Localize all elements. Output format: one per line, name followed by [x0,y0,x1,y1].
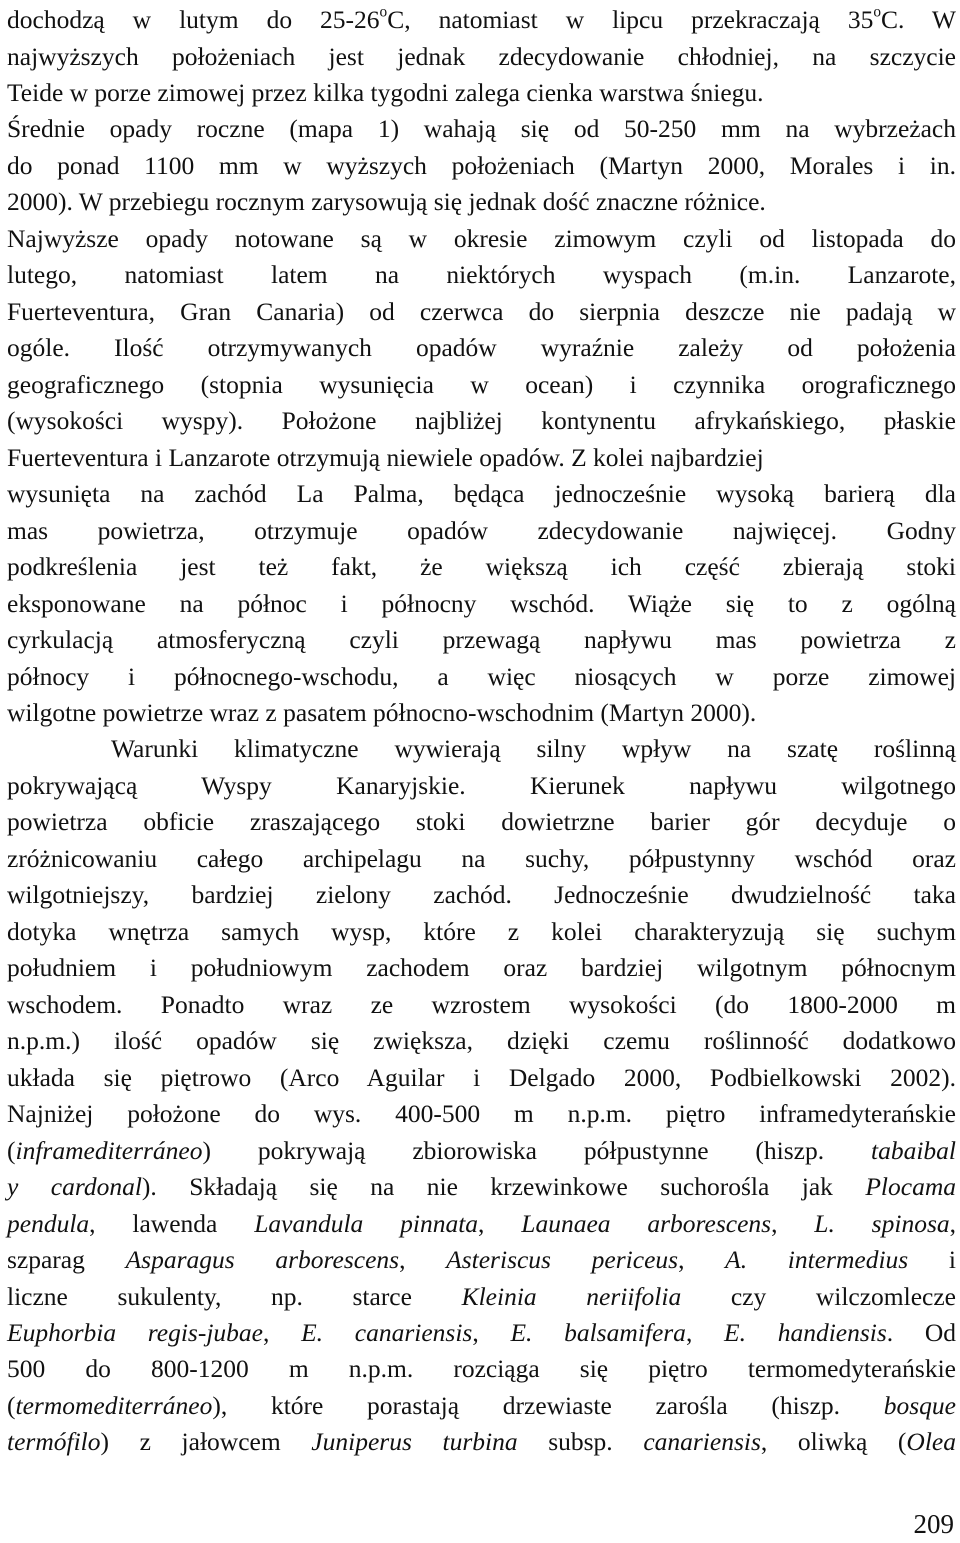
text-line [7,148,956,184]
text-run: Najwyższe opady notowane są w okresie zimowym czyli od listopada do [7,223,956,253]
text-run: , [399,1245,447,1274]
text-line [7,184,956,220]
text-line [7,330,956,366]
text-line [7,1315,956,1351]
text-line [7,403,956,439]
text-run: Teide w porze zimowej przez kilka tygodni zalega cienka warstwa śniegu. [7,77,764,107]
text-run: podkreślenia jest też fakt, że większą ich część zbierają stoki [7,552,956,581]
text-run: liczne sukulenty, np. starce [7,1281,462,1311]
text-line [7,2,956,38]
text-run: , [678,1245,726,1274]
italic-term: termomediterráneo [15,1390,213,1420]
text-run: Najniżej położone do wys. 400-500 m n.p.m. piętro inframedyterańskie [7,1099,956,1129]
text-run: , [685,1317,725,1347]
text-run: Warunki klimatyczne wywierają silny wpływ na szatę roślinną [111,734,956,764]
text-run: wilgotniejszy, bardziej zielony zachód. Jednocześnie dwudzielność taka [7,880,956,910]
italic-term: L. spinosa [814,1208,950,1238]
italic-term: Launaea arborescens [521,1208,772,1238]
text-run: mas powietrza, otrzymuje opadów zdecydowanie najwięcej. Godny [7,515,956,545]
text-run: Fuerteventura i Lanzarote otrzymują niewiele opadów. Z kolei najbardziej [7,442,764,472]
text-run: ) z jałowcem [100,1427,312,1457]
text-line [7,367,956,403]
text-line [7,1388,956,1424]
text-run: zróżnicowaniu całego archipelagu na suchy, półpustynny wschód oraz [7,843,956,873]
italic-term: Plocama [865,1172,956,1201]
text-run: , [949,1208,956,1238]
italic-term: y cardonal [7,1172,142,1201]
text-run: południem i południowym zachodem oraz bardziej wilgotnym północnym [7,953,956,983]
text-run: układa się piętrowo (Arco Aguilar i Delgado 2000, Podbielkowski 2002). [7,1062,956,1092]
text-line [7,659,956,695]
text-line [7,622,956,658]
text-run: , [263,1317,302,1347]
text-line [7,914,956,950]
italic-term: termófilo [7,1427,101,1457]
text-line [7,513,956,549]
italic-term: Asteriscus periceus [446,1245,679,1274]
text-line [7,1096,956,1132]
text-line [7,75,956,111]
text-run: (wysokości wyspy). Położone najbliżej kontynentu afrykańskiego, płaskie [7,406,956,436]
superscript-degree: o [379,3,388,21]
text-run: 2000). W przebiegu rocznym zarysowują się jednak dość znaczne różnice. [7,187,766,217]
text-run: subsp. [517,1427,644,1457]
text-line [7,1060,956,1096]
text-run: , oliwką ( [760,1427,907,1457]
italic-term: Kleinia neriifolia [461,1281,682,1311]
text-run: ) pokrywają zbiorowiska półpustynne (hiszp. [202,1135,871,1165]
text-line [7,987,956,1023]
italic-term: E. canariensis [301,1317,473,1347]
text-line [7,1279,956,1315]
text-line [7,1169,956,1205]
italic-term: Asparagus arborescens [125,1245,400,1274]
text-run: , [771,1208,815,1238]
text-run: wysunięta na zachód La Palma, będąca jednocześnie wysoką barierą dla [7,479,956,509]
text-run: ), które porastają drzewiaste zarośla (hiszp. [212,1390,884,1420]
text-line [7,549,956,585]
text-line [7,294,956,330]
italic-term: inframediterráneo [15,1135,203,1165]
text-line [7,1242,956,1278]
text-line [7,804,956,840]
text-run: 500 do 800-1200 m n.p.m. rozciąga się piętro termomedyterańskie [7,1354,956,1384]
text-line [7,440,956,476]
text-run: n.p.m.) ilość opadów się zwiększa, dzięki czemu roślinność dodatkowo [7,1026,956,1056]
text-run: północy i północnego-wschodu, a więc niosących w porze zimowej [7,661,956,691]
text-run: czy wilczomlecze [681,1281,956,1311]
text-run: pokrywającą Wyspy Kanaryjskie. Kierunek napływu wilgotnego [7,770,956,800]
text-run: , [472,1317,511,1347]
text-line [7,1023,956,1059]
text-run: ( [7,1390,16,1420]
text-run: lutego, natomiast latem na niektórych wyspach (m.in. Lanzarote, [7,260,956,290]
text-run: , lawenda [89,1208,255,1238]
text-line [7,841,956,877]
text-run: . Od [886,1317,957,1347]
text-line [7,950,956,986]
text-line [7,1206,956,1242]
superscript-degree: o [873,3,882,21]
italic-term: E. handiensis [724,1317,887,1347]
text-line [7,1351,956,1387]
text-run: i [908,1245,957,1274]
text-run: najwyższych położeniach jest jednak zdecydowanie chłodniej, na szczycie [7,41,956,71]
text-run: Fuerteventura, Gran Canaria) od czerwca do sierpnia deszcze nie padają w [7,296,956,326]
italic-term: bosque [883,1390,956,1420]
text-run: wschodem. Ponadto wraz ze wzrostem wysokości (do 1800-2000 m [7,989,956,1019]
italic-term: Olea [906,1427,956,1457]
text-run: dotyka wnętrza samych wysp, które z kolei charakteryzują się suchym [7,916,956,946]
text-run: C, natomiast w lipcu przekraczają 35 [387,5,874,34]
text-run: dochodzą w lutym do 25-26 [7,5,380,34]
text-run: ( [7,1135,16,1165]
page-number: 209 [913,1509,954,1539]
text-run: wilgotne powietrze wraz z pasatem północno-wschodnim (Martyn 2000). [7,697,757,727]
italic-term: Euphorbia regis-jubae [7,1317,263,1347]
text-line [7,877,956,913]
italic-term: canariensis [643,1427,761,1457]
text-line [7,1133,956,1169]
text-line [7,111,956,147]
italic-term: Lavandula pinnata [254,1208,479,1238]
text-run: ogóle. Ilość otrzymywanych opadów wyraźnie zależy od położenia [7,333,956,363]
text-line [7,221,956,257]
text-line [7,695,956,731]
text-line [7,586,956,622]
text-line [7,257,956,293]
text-line [111,731,956,767]
italic-term: pendula [7,1208,90,1238]
text-run: eksponowane na północ i północny wschód. Wiąże się to z ogólną [7,588,956,618]
text-run: C. W [881,5,956,34]
text-run: , [478,1208,522,1238]
text-line [7,476,956,512]
italic-term: Juniperus turbina [311,1427,518,1457]
text-run: szparag [7,1245,126,1274]
text-run: ). Składają się na nie krzewinkowe suchorośla jak [141,1172,866,1201]
text-line [7,39,956,75]
text-run: geograficznego (stopnia wysunięcia w ocean) i czynnika orograficznego [7,369,956,399]
text-run: cyrkulacją atmosferyczną czyli przewagą napływu mas powietrza z [7,625,956,654]
text-run: Średnie opady roczne (mapa 1) wahają się od 50-250 mm na wybrzeżach [7,114,956,144]
text-line [7,768,956,804]
italic-term: E. balsamifera [510,1317,686,1347]
italic-term: A. intermedius [725,1245,909,1274]
text-run: powietrza obficie zraszającego stoki dowietrzne barier gór decyduje o [7,807,956,837]
text-line [7,1424,956,1460]
italic-term: tabaibal [870,1135,956,1165]
text-run: do ponad 1100 mm w wyższych położeniach (Martyn 2000, Morales i in. [7,150,956,180]
